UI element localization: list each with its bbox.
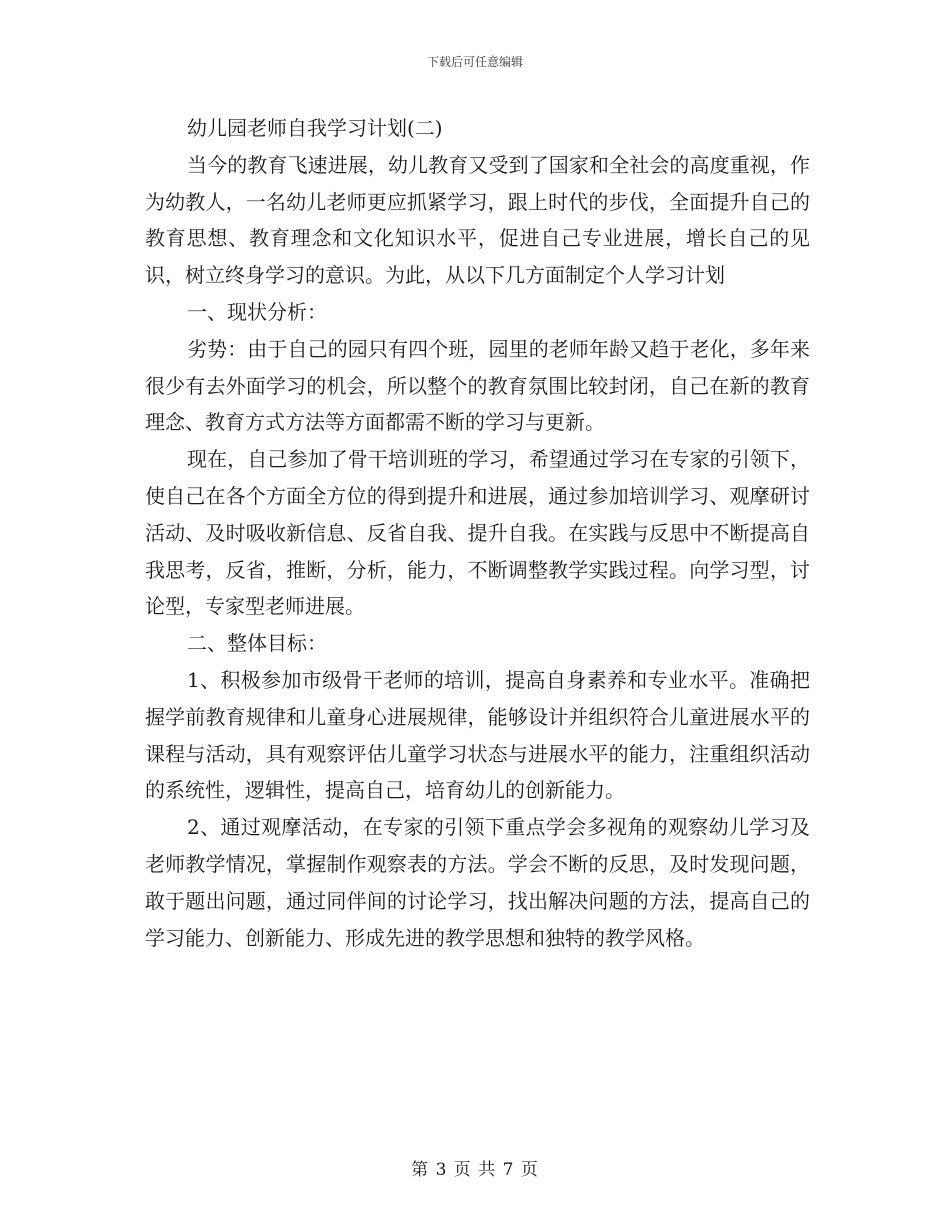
document-title: 幼儿园老师自我学习计划(二) <box>187 116 443 140</box>
section-heading-goals: 二、整体目标： <box>187 631 327 656</box>
page-number: 第 3 页 共 7 页 <box>411 1160 539 1180</box>
page-header: 下载后可任意编辑 <box>426 55 523 69</box>
paragraph-disadvantage: 劣势：由于自己的园只有四个班，园里的老师年龄又趋于老化，多年来很少有去外面学习的机会，所以整个的教育氛围比较封闭，自己在新的教育理念、教育方式方法等方面都需不断的学习与更新。 <box>145 336 810 435</box>
document-body <box>145 110 810 956</box>
paragraph-goal-1: 1、积极参加市级骨干老师的培训，提高自身素养和专业水平。准确把握学前教育规律和儿童身心进展规律，能够设计并组织符合儿童进展水平的课程与活动，具有观察评估儿童学习状态与进展水平的能力，注重组织活动的系统性，逻辑性，提高自己，培育幼儿的创新能力。 <box>145 667 810 803</box>
paragraph-current: 现在，自己参加了骨干培训班的学习，希望通过学习在专家的引领下，使自己在各个方面全方位的得到提升和进展，通过参加培训学习、观摩研讨活动、及时吸收新信息、反省自我、提升自我。在实践与反思中不断提高自我思考，反省，推断，分析，能力，不断调整教学实践过程。向学习型，讨论型，专家型老师进展。 <box>145 447 810 619</box>
paragraph-intro: 当今的教育飞速进展，幼儿教育又受到了国家和全社会的高度重视，作为幼教人，一名幼儿老师更应抓紧学习，跟上时代的步伐，全面提升自己的教育思想、教育理念和文化知识水平，促进自己专业进展，增长自己的见识，树立终身学习的意识。为此，从以下几方面制定个人学习计划 <box>145 152 810 288</box>
paragraph-goal-2: 2、通过观摩活动，在专家的引领下重点学会多视角的观察幼儿学习及老师教学情况，掌握制作观察表的方法。学会不断的反思，及时发现问题，敢于题出问题，通过同伴间的讨论学习，找出解决问题的方法，提高自己的学习能力、创新能力、形成先进的教学思想和独特的教学风格。 <box>145 815 810 950</box>
section-heading-status: 一、现状分析： <box>187 299 327 324</box>
